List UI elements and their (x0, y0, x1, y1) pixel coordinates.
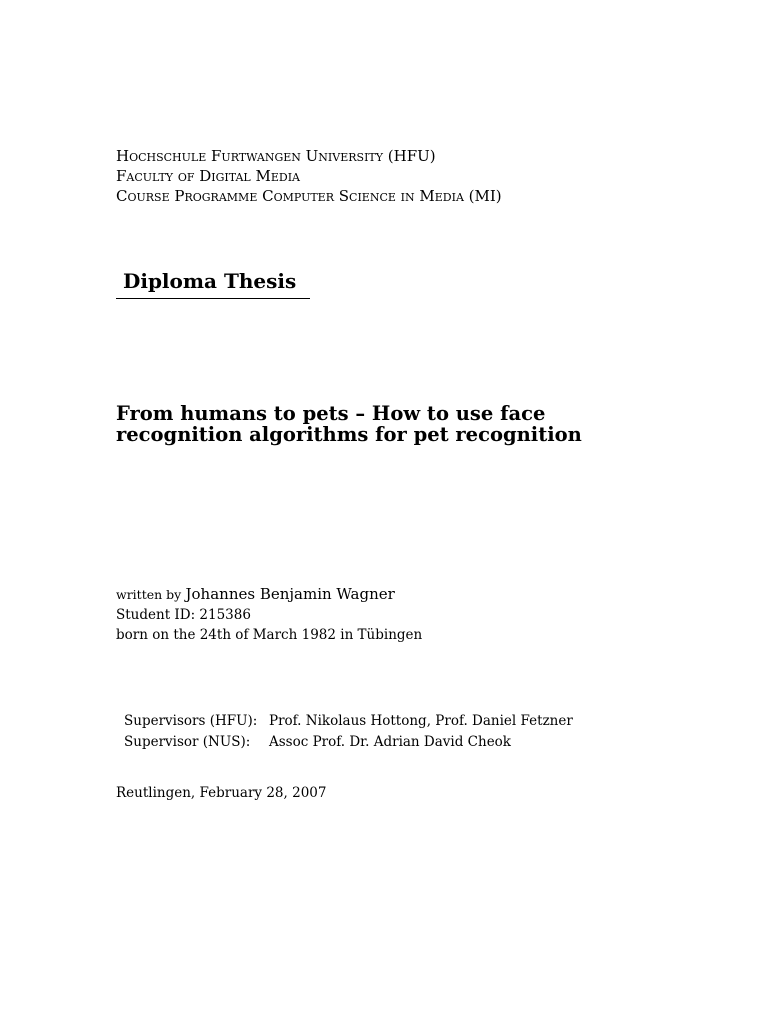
thesis-title (116, 403, 736, 445)
supervisor-names: Assoc Prof. Dr. Adrian David Cheok (269, 734, 511, 750)
faculty-name: Faculty of Digital Media (116, 167, 300, 185)
university-name: Hochschule Furtwangen University (HFU) (116, 147, 436, 165)
birth-info: born on the 24th of March 1982 in Tübingen (116, 627, 423, 643)
thesis-title-line-2: recognition algorithms for pet recognition (116, 423, 582, 446)
supervisor-row (124, 732, 573, 753)
student-id: Student ID: 215386 (116, 607, 251, 623)
place-and-date: Reutlingen, February 28, 2007 (116, 785, 327, 801)
document-type: Diploma Thesis (123, 269, 297, 293)
course-programme: Course Programme Computer Science in Media (MI) (116, 187, 502, 205)
supervisor-label: Supervisor (NUS): (124, 734, 251, 750)
institution-block (116, 146, 502, 206)
thesis-title-line-1: From humans to pets – How to use face (116, 402, 546, 425)
supervisor-row (124, 711, 573, 732)
document-type-block (116, 268, 310, 299)
author-block (116, 584, 422, 645)
supervisor-label: Supervisors (HFU): (124, 713, 258, 729)
written-by-label: written by (116, 587, 182, 602)
supervisors-block (124, 711, 573, 753)
supervisor-names: Prof. Nikolaus Hottong, Prof. Daniel Fetzner (269, 713, 573, 729)
author-name: Johannes Benjamin Wagner (185, 585, 395, 603)
